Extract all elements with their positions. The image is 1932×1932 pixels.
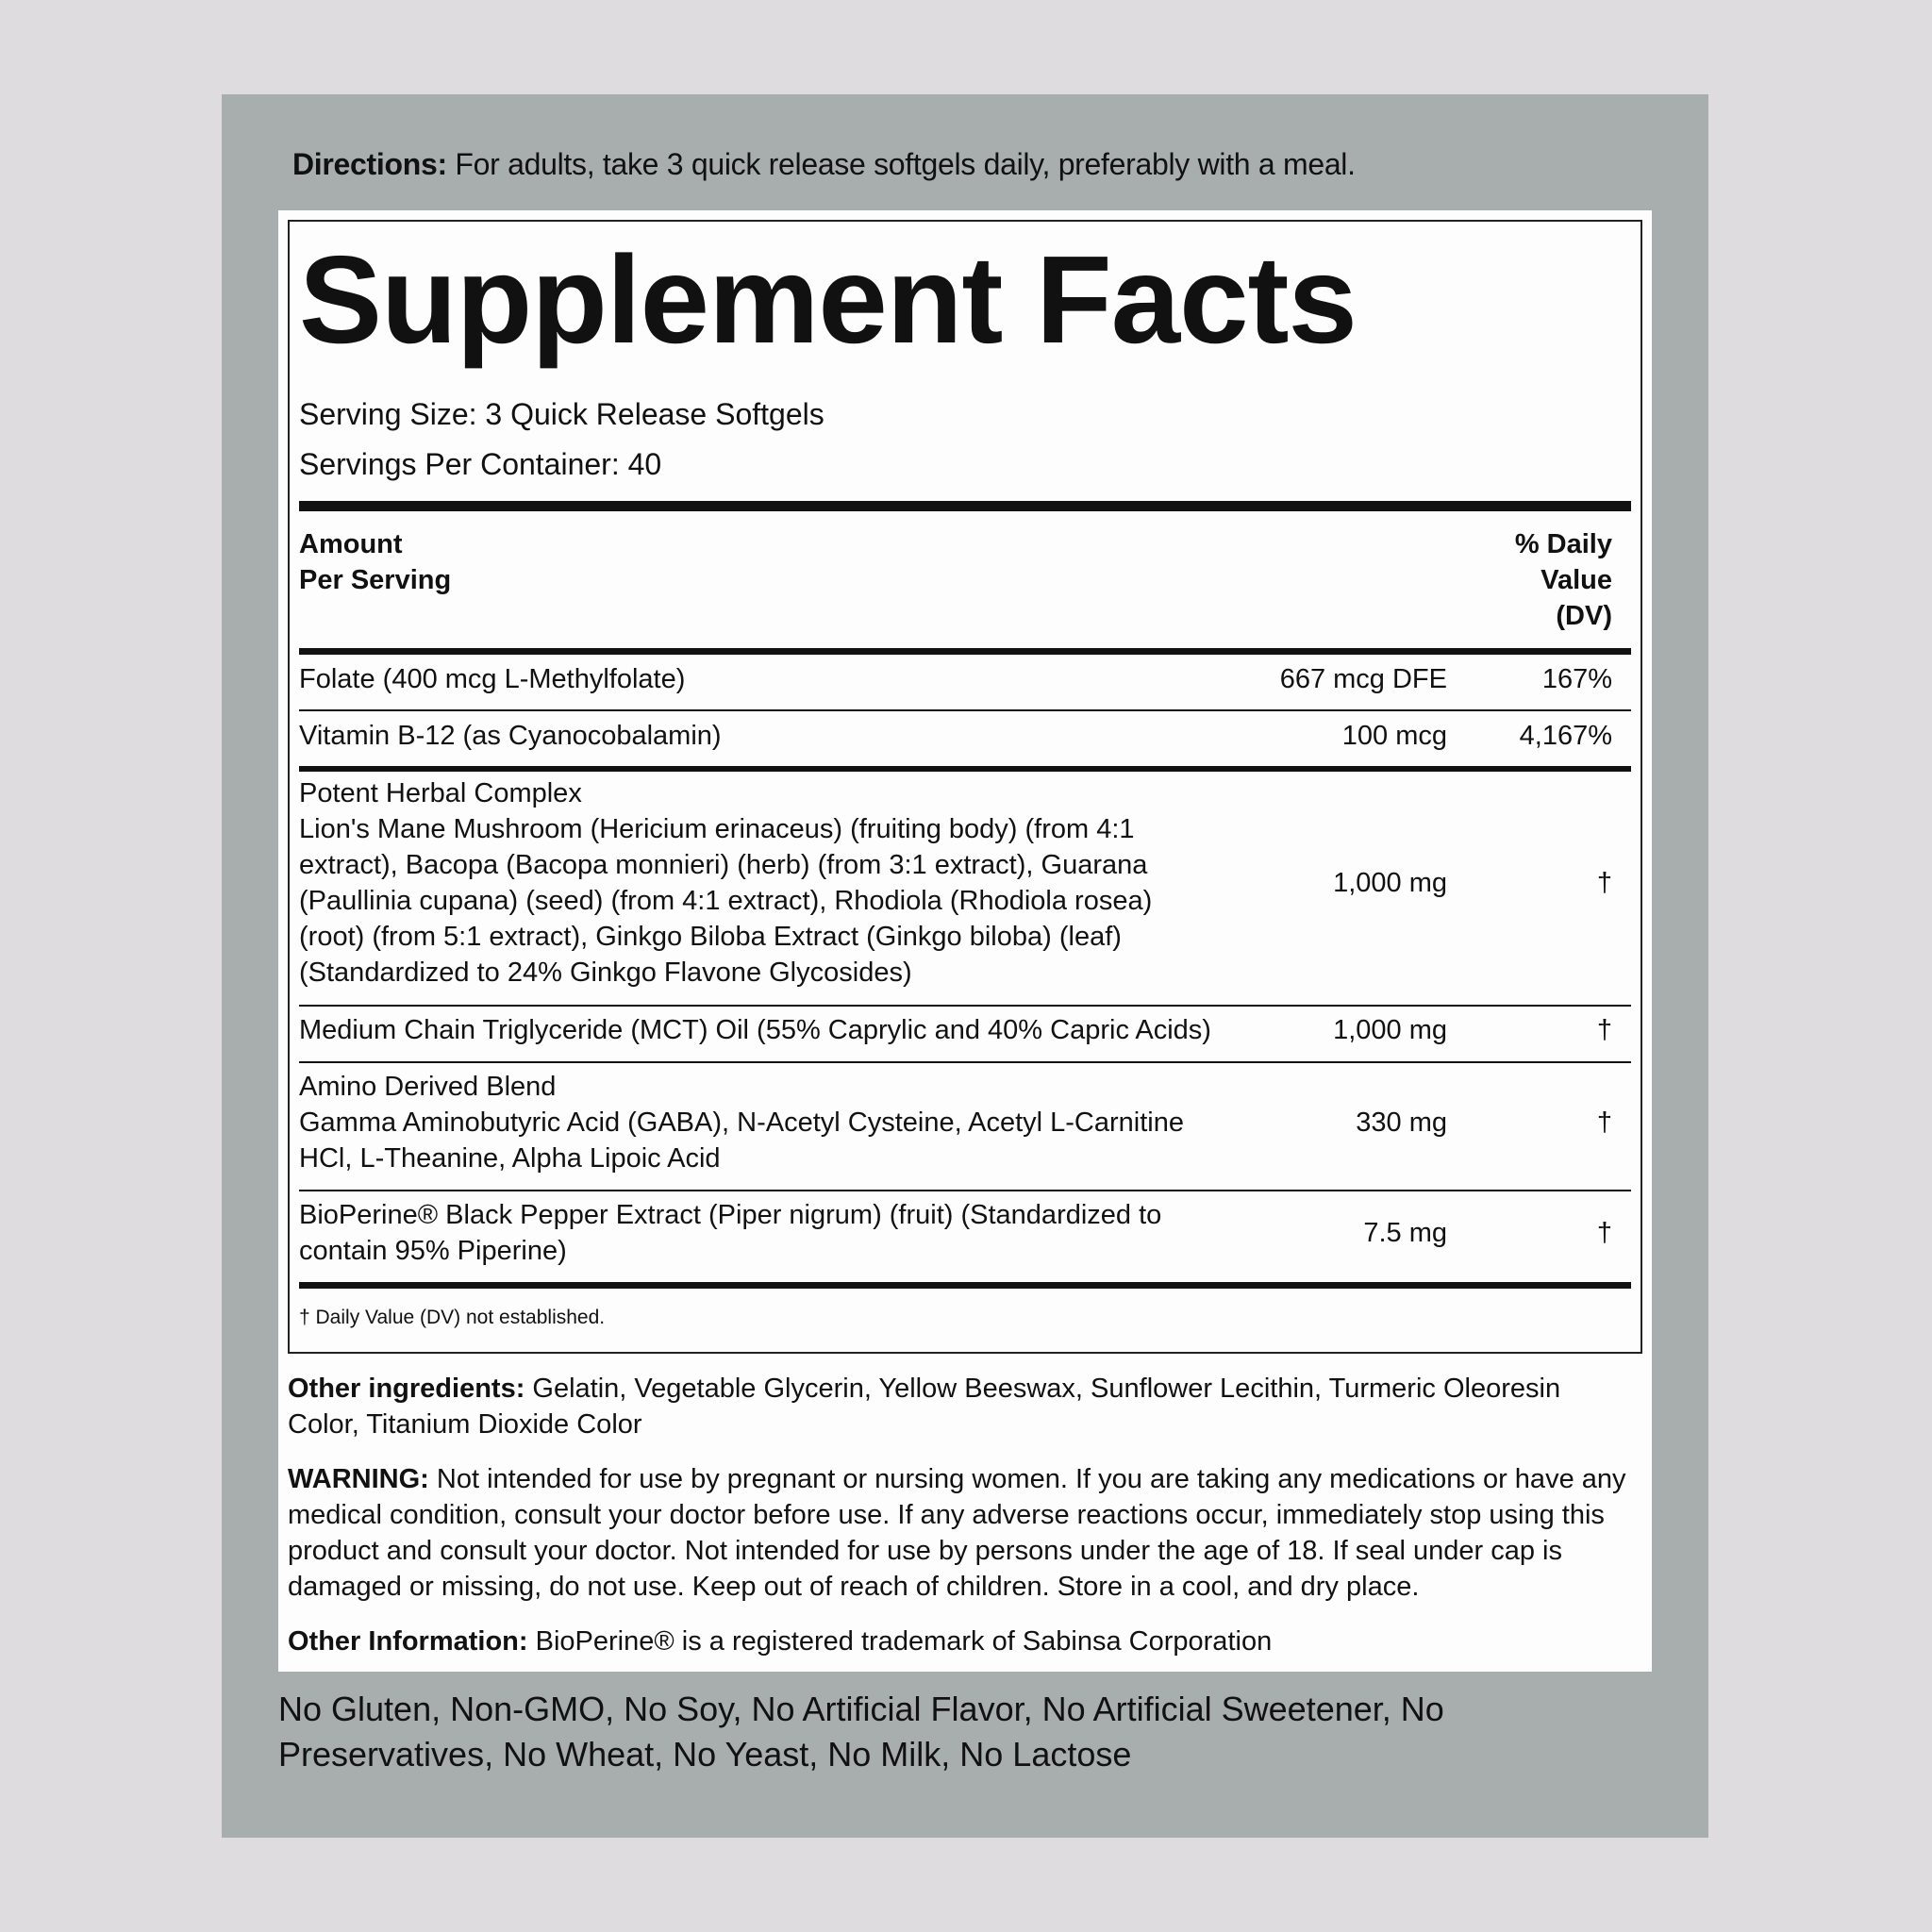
daily-value-header bbox=[1515, 526, 1612, 634]
medium-rule bbox=[299, 766, 1631, 772]
medium-rule bbox=[299, 1282, 1631, 1289]
table-row bbox=[299, 1012, 1631, 1058]
ingredient-name: Amino Derived Blend Gamma Aminobutyric Acid (GABA), N-Acetyl Cysteine, Acetyl L-Carnitine HCl, L-Theanine, Alpha Lipoic Acid bbox=[299, 1072, 1184, 1174]
ingredient-name: Folate (400 mcg L-Methylfolate) bbox=[299, 664, 686, 694]
ingredient-amount: 330 mg bbox=[1356, 1108, 1447, 1138]
ingredient-amount: 7.5 mg bbox=[1363, 1218, 1447, 1248]
other-information bbox=[288, 1624, 1637, 1659]
warning bbox=[288, 1461, 1637, 1605]
ingredient-amount: 100 mcg bbox=[1341, 721, 1447, 751]
other-ingredients bbox=[288, 1371, 1637, 1442]
dv-footnote: † Daily Value (DV) not established. bbox=[299, 1307, 606, 1328]
free-from-statement: No Gluten, Non-GMO, No Soy, No Artificial Flavor, No Artificial Sweetener, No Preservatives, No Wheat, No Yeast, No Milk, No Lactose bbox=[278, 1690, 1444, 1774]
ingredient-name: BioPerine® Black Pepper Extract (Piper nigrum) (fruit) (Standardized to contain 95% Piperine) bbox=[299, 1200, 1162, 1266]
row-divider bbox=[299, 1061, 1631, 1063]
table-row bbox=[299, 1197, 1631, 1274]
ingredient-dv: † bbox=[1596, 1108, 1612, 1138]
ingredient-dv: † bbox=[1596, 1218, 1612, 1248]
ingredient-name: Medium Chain Triglyceride (MCT) Oil (55% Caprylic and 40% Capric Acids) bbox=[299, 1015, 1211, 1045]
table-row bbox=[299, 717, 1631, 762]
directions bbox=[292, 147, 1356, 182]
thick-rule bbox=[299, 501, 1631, 511]
other-ingredients-text: Gelatin, Vegetable Glycerin, Yellow Beeswax, Sunflower Lecithin, Turmeric Oleoresin Color, Titanium Dioxide Color bbox=[288, 1374, 1561, 1440]
ingredient-name: Vitamin B-12 (as Cyanocobalamin) bbox=[299, 721, 722, 751]
row-divider bbox=[299, 1190, 1631, 1191]
ingredient-name: Potent Herbal Complex Lion's Mane Mushroom (Hericium erinaceus) (fruiting body) (from 4:1 extract), Bacopa (Bacopa monnieri) (herb) (from 3:1 extract), Guarana (Paullinia cupana) (seed) (from 4:1 extract), Rhodiola (Rhodiola rosea) (root) (from 5:1 extract), Ginkgo Biloba Extract (Ginkgo biloba) (leaf) (Standardized to 24% Ginkgo Flavone Glycosides) bbox=[299, 778, 1153, 988]
dv-header-line2: Value bbox=[1541, 565, 1612, 595]
ingredient-amount: 1,000 mg bbox=[1333, 1015, 1447, 1045]
amount-header-line1: Amount bbox=[299, 529, 403, 559]
dv-header-line1: % Daily bbox=[1514, 529, 1612, 559]
dv-header-line3: (DV) bbox=[1556, 601, 1612, 631]
warning-text: Not intended for use by pregnant or nursing women. If you are taking any medications or have any medical condition, consult your doctor before use. If any adverse reactions occur, immediately stop using this product and consult your doctor. Not intended for use by persons under the age of 18. If seal under cap is damaged or missing, do not use. Keep out of reach of children. Store in a cool, and dry place. bbox=[288, 1464, 1626, 1602]
servings-per-container: Servings Per Container: 40 bbox=[299, 447, 662, 481]
supplement-facts-box bbox=[288, 220, 1642, 1354]
other-information-label: Other Information: bbox=[288, 1626, 528, 1657]
table-row bbox=[299, 660, 1631, 706]
ingredient-dv: † bbox=[1596, 868, 1612, 898]
ingredient-dv: 167% bbox=[1541, 664, 1612, 694]
other-ingredients-label: Other ingredients: bbox=[288, 1374, 525, 1404]
serving-size: Serving Size: 3 Quick Release Softgels bbox=[299, 397, 824, 431]
table-row bbox=[299, 775, 1631, 991]
ingredient-dv: 4,167% bbox=[1519, 721, 1612, 751]
other-information-text: BioPerine® is a registered trademark of Sabinsa Corporation bbox=[527, 1626, 1273, 1657]
ingredient-dv: † bbox=[1596, 1015, 1612, 1045]
directions-text: For adults, take 3 quick release softgels daily, preferably with a meal. bbox=[446, 147, 1356, 181]
amount-header-line2: Per Serving bbox=[299, 565, 452, 595]
medium-rule bbox=[299, 648, 1631, 655]
amount-per-serving-header bbox=[299, 526, 451, 598]
warning-label: WARNING: bbox=[288, 1464, 429, 1494]
facts-title: Supplement Facts bbox=[299, 230, 1357, 369]
table-row bbox=[299, 1069, 1631, 1182]
row-divider bbox=[299, 709, 1631, 711]
row-divider bbox=[299, 1005, 1631, 1007]
ingredient-amount: 667 mcg DFE bbox=[1279, 664, 1447, 694]
ingredient-amount: 1,000 mg bbox=[1333, 868, 1447, 898]
directions-label: Directions: bbox=[292, 147, 447, 181]
